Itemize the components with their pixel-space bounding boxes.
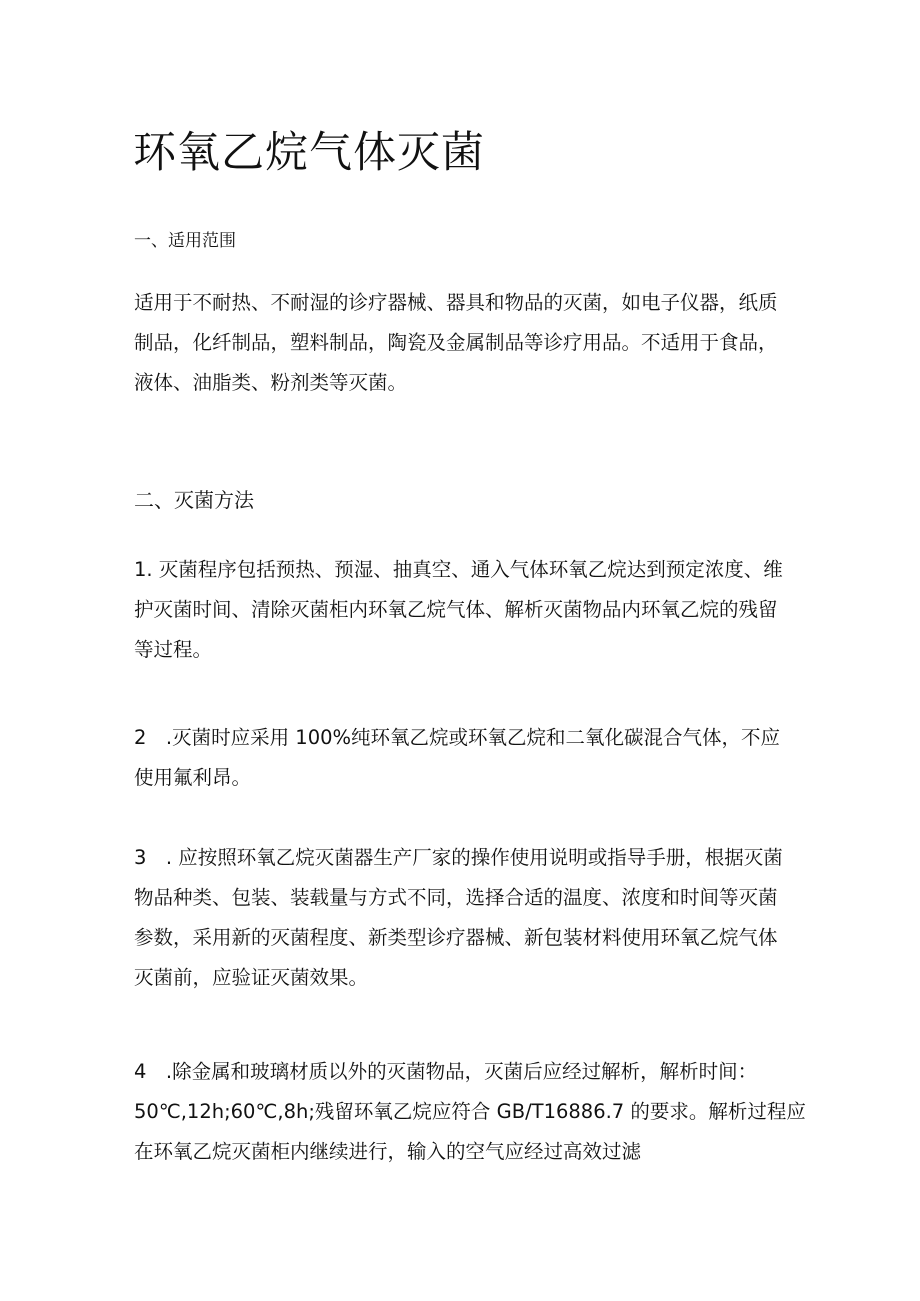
section-heading-scope: 一、适用范围 <box>134 231 236 251</box>
method-item-3 <box>134 838 783 998</box>
paragraph-line: 等过程。 <box>134 638 213 661</box>
paragraph-line: 适用于不耐热、不耐湿的诊疗器械、器具和物品的灭菌，如电子仪器，纸质 <box>134 291 778 314</box>
method-item-4 <box>134 1052 806 1172</box>
paragraph-line: 50℃,12h;60℃,8h;残留环氧乙烷应符合 GB/T16886.7 的要求。解析过程应 <box>134 1100 806 1123</box>
paragraph-line: 液体、油脂类、粉剂类等灭菌。 <box>134 371 408 394</box>
method-item-2 <box>134 718 780 798</box>
paragraph-line: 灭菌前，应验证灭菌效果。 <box>134 966 369 989</box>
paragraph-line: 1. 灭菌程序包括预热、预湿、抽真空、通入气体环氧乙烷达到预定浓度、维 <box>134 558 783 581</box>
paragraph-line: 在环氧乙烷灭菌柜内继续进行，输入的空气应经过高效过滤 <box>134 1140 642 1163</box>
method-item-1 <box>134 550 783 670</box>
paragraph-line: 3 . 应按照环氧乙烷灭菌器生产厂家的操作使用说明或指导手册，根据灭菌 <box>134 846 783 869</box>
paragraph-line: 制品，化纤制品，塑料制品，陶瓷及金属制品等诊疗用品。不适用于食品， <box>134 331 778 354</box>
paragraph-line: 护灭菌时间、清除灭菌柜内环氧乙烷气体、解析灭菌物品内环氧乙烷的残留 <box>134 598 778 621</box>
paragraph-line: 4 .除金属和玻璃材质以外的灭菌物品，灭菌后应经过解析，解析时间： <box>134 1060 758 1083</box>
document-title: 环氧乙烷气体灭菌 <box>133 128 485 178</box>
scope-paragraph <box>134 283 778 403</box>
section-heading-method: 二、灭菌方法 <box>134 488 254 512</box>
paragraph-line: 参数，采用新的灭菌程度、新类型诊疗器械、新包装材料使用环氧乙烷气体 <box>134 926 778 949</box>
paragraph-line: 2 .灭菌时应采用 100%纯环氧乙烷或环氧乙烷和二氧化碳混合气体，不应 <box>134 726 781 749</box>
paragraph-line: 使用氟利昂。 <box>134 766 252 789</box>
paragraph-line: 物品种类、包装、装载量与方式不同，选择合适的温度、浓度和时间等灭菌 <box>134 886 778 909</box>
